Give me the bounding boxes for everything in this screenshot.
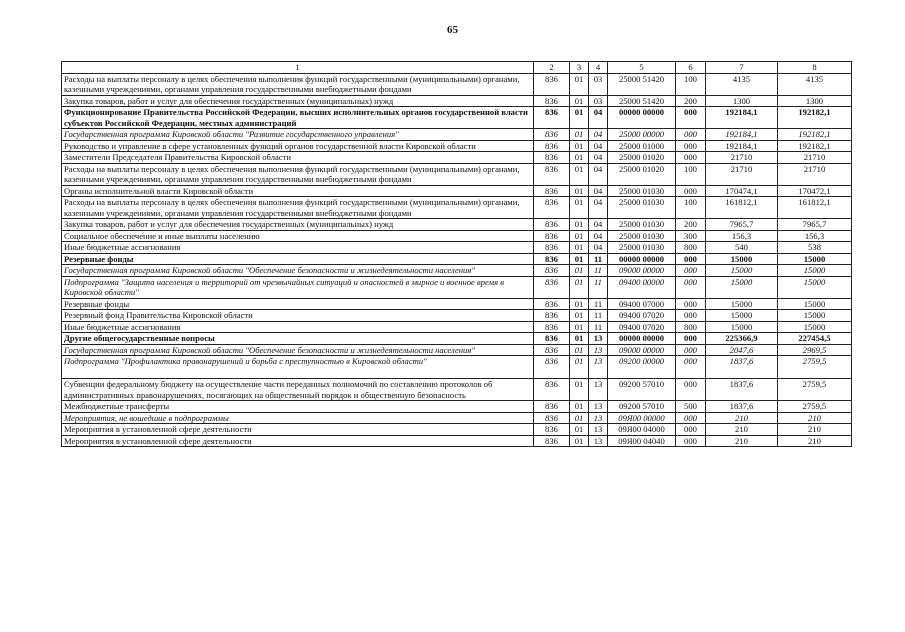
cell-target-article: 00000 00000 — [608, 107, 676, 129]
row-description: Иные бюджетные ассигнования — [62, 242, 534, 254]
cell-subsection: 03 — [589, 95, 608, 107]
cell-expense-type: 100 — [676, 163, 706, 185]
cell-target-article: 00000 00000 — [608, 253, 676, 265]
cell-ministry-code: 836 — [534, 230, 570, 242]
cell-amount-year1: 15000 — [706, 265, 778, 277]
cell-amount-year2: 161812,1 — [778, 197, 852, 219]
cell-amount-year2: 15000 — [778, 310, 852, 322]
cell-target-article: 09Я00 04040 — [608, 435, 676, 447]
cell-amount-year2: 227454,5 — [778, 333, 852, 345]
table-row — [62, 253, 852, 265]
cell-amount-year2: 7965,7 — [778, 219, 852, 231]
cell-expense-type: 300 — [676, 230, 706, 242]
cell-amount-year1: 15000 — [706, 298, 778, 310]
cell-target-article: 25000 01030 — [608, 242, 676, 254]
cell-amount-year1: 540 — [706, 242, 778, 254]
row-description: Мероприятия, не вошедшие в подпрограммы — [62, 412, 534, 424]
cell-amount-year2: 15000 — [778, 276, 852, 298]
header-cell: 2 — [534, 62, 570, 74]
cell-section: 01 — [570, 107, 589, 129]
row-description: Закупка товаров, работ и услуг для обеспечения государственных (муниципальных) нужд — [62, 95, 534, 107]
cell-amount-year1: 21710 — [706, 163, 778, 185]
cell-amount-year2: 15000 — [778, 265, 852, 277]
cell-subsection: 04 — [589, 230, 608, 242]
cell-section: 01 — [570, 73, 589, 95]
cell-amount-year1: 192184,1 — [706, 140, 778, 152]
cell-section: 01 — [570, 344, 589, 356]
cell-target-article: 25000 01020 — [608, 163, 676, 185]
cell-amount-year1: 225366,9 — [706, 333, 778, 345]
cell-amount-year2: 2969,5 — [778, 344, 852, 356]
table-row — [62, 344, 852, 356]
table-row — [62, 242, 852, 254]
table-row — [62, 356, 852, 379]
table-row — [62, 379, 852, 401]
cell-amount-year2: 156,3 — [778, 230, 852, 242]
cell-target-article: 09400 07000 — [608, 298, 676, 310]
cell-amount-year1: 170474,1 — [706, 185, 778, 197]
row-description: Заместители Председателя Правительства Кировской области — [62, 152, 534, 164]
cell-amount-year2: 210 — [778, 435, 852, 447]
header-cell: 6 — [676, 62, 706, 74]
cell-ministry-code: 836 — [534, 185, 570, 197]
table-row — [62, 310, 852, 322]
table-row — [62, 230, 852, 242]
cell-target-article: 25000 00000 — [608, 129, 676, 141]
cell-subsection: 11 — [589, 253, 608, 265]
cell-subsection: 04 — [589, 152, 608, 164]
cell-expense-type: 200 — [676, 95, 706, 107]
table-row — [62, 129, 852, 141]
cell-amount-year2: 192182,1 — [778, 140, 852, 152]
cell-amount-year1: 192184,1 — [706, 107, 778, 129]
row-description: Мероприятия в установленной сфере деятельности — [62, 424, 534, 436]
cell-amount-year2: 15000 — [778, 253, 852, 265]
cell-section: 01 — [570, 253, 589, 265]
cell-amount-year2: 2759,5 — [778, 379, 852, 401]
table-row — [62, 321, 852, 333]
table-row — [62, 435, 852, 447]
row-description: Резервные фонды — [62, 298, 534, 310]
row-description: Другие общегосударственные вопросы — [62, 333, 534, 345]
cell-section: 01 — [570, 185, 589, 197]
row-description: Расходы на выплаты персоналу в целях обеспечения выполнения функций государственными (муниципальными) органами, казенными учреждениями, органами управления государственными внебюджетными фондами — [62, 73, 534, 95]
cell-amount-year1: 210 — [706, 412, 778, 424]
cell-target-article: 25000 51420 — [608, 95, 676, 107]
cell-expense-type: 000 — [676, 276, 706, 298]
cell-target-article: 09000 00000 — [608, 265, 676, 277]
row-description: Социальное обеспечение и иные выплаты населению — [62, 230, 534, 242]
cell-ministry-code: 836 — [534, 298, 570, 310]
row-description: Руководство и управление в сфере установленных функций органов государственной власти Кировской области — [62, 140, 534, 152]
cell-ministry-code: 836 — [534, 152, 570, 164]
cell-section: 01 — [570, 276, 589, 298]
cell-amount-year2: 15000 — [778, 298, 852, 310]
cell-amount-year2: 192182,1 — [778, 129, 852, 141]
cell-target-article: 09200 57010 — [608, 379, 676, 401]
cell-amount-year1: 2047,6 — [706, 344, 778, 356]
cell-ministry-code: 836 — [534, 140, 570, 152]
cell-section: 01 — [570, 412, 589, 424]
cell-expense-type: 000 — [676, 152, 706, 164]
cell-target-article: 25000 01020 — [608, 152, 676, 164]
cell-section: 01 — [570, 163, 589, 185]
cell-target-article: 09400 00000 — [608, 276, 676, 298]
cell-amount-year2: 170472,1 — [778, 185, 852, 197]
cell-ministry-code: 836 — [534, 197, 570, 219]
table-row — [62, 401, 852, 413]
cell-section: 01 — [570, 333, 589, 345]
cell-subsection: 04 — [589, 140, 608, 152]
row-description: Иные бюджетные ассигнования — [62, 321, 534, 333]
header-row — [62, 62, 852, 74]
cell-subsection: 13 — [589, 333, 608, 345]
header-cell: 8 — [778, 62, 852, 74]
cell-subsection: 13 — [589, 424, 608, 436]
cell-amount-year2: 210 — [778, 424, 852, 436]
cell-expense-type: 000 — [676, 107, 706, 129]
cell-expense-type: 200 — [676, 219, 706, 231]
table-row — [62, 140, 852, 152]
cell-target-article: 09200 57010 — [608, 401, 676, 413]
cell-ministry-code: 836 — [534, 435, 570, 447]
header-cell: 3 — [570, 62, 589, 74]
table-row — [62, 219, 852, 231]
cell-subsection: 11 — [589, 321, 608, 333]
cell-target-article: 25000 01030 — [608, 185, 676, 197]
cell-target-article: 09000 00000 — [608, 344, 676, 356]
row-description: Расходы на выплаты персоналу в целях обеспечения выполнения функций государственными (муниципальными) органами, казенными учреждениями, органами управления государственными внебюджетными фондами — [62, 163, 534, 185]
row-description: Государственная программа Кировской области "Развитие государственного управления" — [62, 129, 534, 141]
cell-ministry-code: 836 — [534, 219, 570, 231]
cell-section: 01 — [570, 265, 589, 277]
cell-target-article: 09400 07020 — [608, 321, 676, 333]
table-row — [62, 95, 852, 107]
row-description: Органы исполнительной власти Кировской области — [62, 185, 534, 197]
row-description: Резервный фонд Правительства Кировской области — [62, 310, 534, 322]
cell-subsection: 11 — [589, 310, 608, 322]
cell-amount-year1: 4135 — [706, 73, 778, 95]
cell-expense-type: 000 — [676, 356, 706, 379]
cell-ministry-code: 836 — [534, 412, 570, 424]
cell-amount-year1: 156,3 — [706, 230, 778, 242]
cell-amount-year1: 210 — [706, 424, 778, 436]
cell-expense-type: 000 — [676, 129, 706, 141]
row-description: Мероприятия в установленной сфере деятельности — [62, 435, 534, 447]
cell-ministry-code: 836 — [534, 95, 570, 107]
table-row — [62, 73, 852, 95]
cell-section: 01 — [570, 230, 589, 242]
header-cell: 1 — [62, 62, 534, 74]
cell-subsection: 04 — [589, 107, 608, 129]
cell-amount-year2: 2759,5 — [778, 401, 852, 413]
table-row — [62, 163, 852, 185]
cell-section: 01 — [570, 424, 589, 436]
page-number: 65 — [447, 24, 458, 36]
cell-subsection: 04 — [589, 242, 608, 254]
cell-target-article: 09400 07020 — [608, 310, 676, 322]
cell-subsection: 04 — [589, 163, 608, 185]
cell-amount-year1: 15000 — [706, 321, 778, 333]
cell-expense-type: 100 — [676, 73, 706, 95]
cell-expense-type: 100 — [676, 197, 706, 219]
cell-subsection: 04 — [589, 197, 608, 219]
cell-amount-year1: 1837,6 — [706, 356, 778, 379]
cell-expense-type: 000 — [676, 344, 706, 356]
cell-amount-year1: 161812,1 — [706, 197, 778, 219]
row-description: Закупка товаров, работ и услуг для обеспечения государственных (муниципальных) нужд — [62, 219, 534, 231]
cell-expense-type: 800 — [676, 321, 706, 333]
cell-amount-year2: 15000 — [778, 321, 852, 333]
cell-expense-type: 000 — [676, 298, 706, 310]
cell-expense-type: 000 — [676, 185, 706, 197]
budget-table — [61, 61, 852, 447]
cell-subsection: 04 — [589, 129, 608, 141]
table-row — [62, 265, 852, 277]
cell-expense-type: 000 — [676, 379, 706, 401]
row-description: Субвенции федеральному бюджету на осуществление части переданных полномочий по составлению протоколов об административных правонарушениях, посягающих на общественный порядок и общественную безопасность — [62, 379, 534, 401]
row-description: Подпрограмма "Защита населения и территорий от чрезвычайных ситуаций и опасностей в мирное и военное время в Кировской области" — [62, 276, 534, 298]
cell-subsection: 13 — [589, 356, 608, 379]
cell-expense-type: 000 — [676, 333, 706, 345]
cell-ministry-code: 836 — [534, 356, 570, 379]
cell-target-article: 09Я00 00000 — [608, 412, 676, 424]
cell-amount-year1: 1837,6 — [706, 401, 778, 413]
cell-expense-type: 500 — [676, 401, 706, 413]
cell-ministry-code: 836 — [534, 321, 570, 333]
cell-subsection: 04 — [589, 185, 608, 197]
row-description: Расходы на выплаты персоналу в целях обеспечения выполнения функций государственными (муниципальными) органами, казенными учреждениями, органами управления государственными внебюджетными фондами — [62, 197, 534, 219]
cell-ministry-code: 836 — [534, 310, 570, 322]
cell-amount-year2: 2759,5 — [778, 356, 852, 379]
cell-section: 01 — [570, 152, 589, 164]
cell-target-article: 25000 01030 — [608, 197, 676, 219]
row-description: Межбюджетные трансферты — [62, 401, 534, 413]
cell-section: 01 — [570, 321, 589, 333]
cell-amount-year1: 7965,7 — [706, 219, 778, 231]
cell-amount-year1: 15000 — [706, 310, 778, 322]
cell-ministry-code: 836 — [534, 265, 570, 277]
cell-section: 01 — [570, 219, 589, 231]
cell-subsection: 13 — [589, 379, 608, 401]
cell-amount-year1: 21710 — [706, 152, 778, 164]
table-row — [62, 333, 852, 345]
cell-amount-year2: 4135 — [778, 73, 852, 95]
table-row — [62, 412, 852, 424]
table-row — [62, 152, 852, 164]
cell-expense-type: 000 — [676, 253, 706, 265]
cell-amount-year2: 1300 — [778, 95, 852, 107]
cell-section: 01 — [570, 310, 589, 322]
cell-section: 01 — [570, 435, 589, 447]
cell-amount-year1: 192184,1 — [706, 129, 778, 141]
table-row — [62, 197, 852, 219]
cell-target-article: 25000 01000 — [608, 140, 676, 152]
cell-subsection: 04 — [589, 219, 608, 231]
row-description: Государственная программа Кировской области "Обеспечение безопасности и жизнедеятельности населения" — [62, 344, 534, 356]
cell-section: 01 — [570, 140, 589, 152]
cell-amount-year2: 538 — [778, 242, 852, 254]
table-row — [62, 185, 852, 197]
cell-section: 01 — [570, 129, 589, 141]
cell-expense-type: 000 — [676, 424, 706, 436]
cell-ministry-code: 836 — [534, 163, 570, 185]
cell-ministry-code: 836 — [534, 379, 570, 401]
cell-section: 01 — [570, 95, 589, 107]
cell-target-article: 00000 00000 — [608, 333, 676, 345]
cell-expense-type: 000 — [676, 310, 706, 322]
cell-amount-year2: 210 — [778, 412, 852, 424]
cell-ministry-code: 836 — [534, 253, 570, 265]
cell-subsection: 13 — [589, 401, 608, 413]
cell-ministry-code: 836 — [534, 424, 570, 436]
cell-expense-type: 000 — [676, 412, 706, 424]
cell-expense-type: 800 — [676, 242, 706, 254]
cell-target-article: 09200 00000 — [608, 356, 676, 379]
cell-ministry-code: 836 — [534, 276, 570, 298]
cell-subsection: 13 — [589, 435, 608, 447]
cell-ministry-code: 836 — [534, 401, 570, 413]
cell-amount-year2: 21710 — [778, 163, 852, 185]
row-description: Подпрограмма "Профилактика правонарушений и борьба с преступностью в Кировской области" — [62, 356, 534, 379]
cell-section: 01 — [570, 298, 589, 310]
table-row — [62, 298, 852, 310]
table-row — [62, 107, 852, 129]
cell-amount-year2: 192182,1 — [778, 107, 852, 129]
cell-ministry-code: 836 — [534, 242, 570, 254]
row-description: Функционирование Правительства Российской Федерации, высших исполнительных органов государственной власти субъектов Российской Федерации, местных администраций — [62, 107, 534, 129]
row-description: Резервные фонды — [62, 253, 534, 265]
cell-section: 01 — [570, 197, 589, 219]
cell-amount-year1: 1300 — [706, 95, 778, 107]
table-row — [62, 276, 852, 298]
cell-ministry-code: 836 — [534, 129, 570, 141]
cell-amount-year2: 21710 — [778, 152, 852, 164]
cell-section: 01 — [570, 401, 589, 413]
cell-section: 01 — [570, 356, 589, 379]
cell-ministry-code: 836 — [534, 333, 570, 345]
cell-subsection: 13 — [589, 344, 608, 356]
cell-amount-year1: 1837,6 — [706, 379, 778, 401]
cell-expense-type: 000 — [676, 265, 706, 277]
cell-section: 01 — [570, 242, 589, 254]
header-cell: 5 — [608, 62, 676, 74]
table-row — [62, 424, 852, 436]
cell-target-article: 25000 51420 — [608, 73, 676, 95]
cell-subsection: 11 — [589, 276, 608, 298]
cell-target-article: 09Я00 04000 — [608, 424, 676, 436]
cell-expense-type: 000 — [676, 140, 706, 152]
cell-ministry-code: 836 — [534, 344, 570, 356]
cell-amount-year1: 15000 — [706, 253, 778, 265]
cell-subsection: 03 — [589, 73, 608, 95]
cell-amount-year1: 210 — [706, 435, 778, 447]
cell-subsection: 13 — [589, 412, 608, 424]
cell-expense-type: 000 — [676, 435, 706, 447]
cell-ministry-code: 836 — [534, 107, 570, 129]
header-cell: 7 — [706, 62, 778, 74]
cell-ministry-code: 836 — [534, 73, 570, 95]
row-description: Государственная программа Кировской области "Обеспечение безопасности и жизнедеятельности населения" — [62, 265, 534, 277]
header-cell: 4 — [589, 62, 608, 74]
cell-subsection: 11 — [589, 265, 608, 277]
cell-target-article: 25000 01030 — [608, 219, 676, 231]
cell-target-article: 25000 01030 — [608, 230, 676, 242]
cell-subsection: 11 — [589, 298, 608, 310]
cell-section: 01 — [570, 379, 589, 401]
cell-amount-year1: 15000 — [706, 276, 778, 298]
